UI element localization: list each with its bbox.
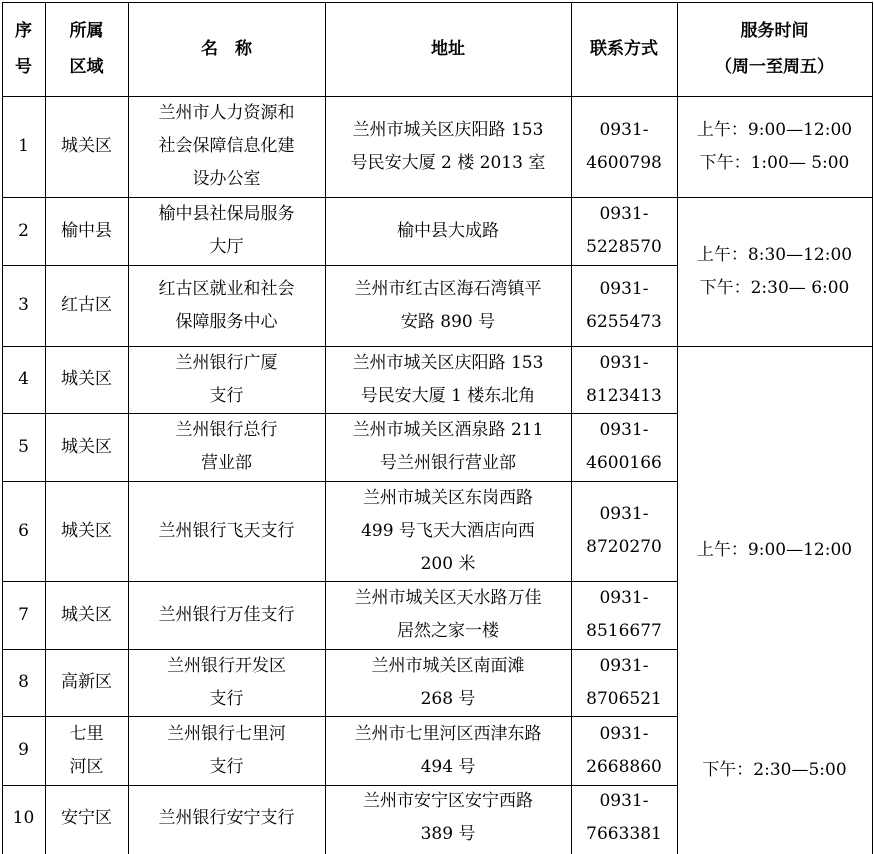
row-seq-line: 3 bbox=[18, 295, 29, 315]
row-address-line: 268 号 bbox=[420, 688, 476, 709]
row-area-line: 七里 bbox=[69, 723, 104, 744]
grid-line bbox=[2, 265, 678, 266]
row-phone bbox=[571, 265, 677, 346]
row-name-line: 红古区就业和社会 bbox=[158, 278, 295, 299]
grid-line bbox=[2, 197, 873, 198]
row-area-line: 城关区 bbox=[61, 436, 112, 457]
row-phone-line: 5228570 bbox=[586, 237, 662, 257]
grid-line bbox=[2, 649, 678, 650]
header-contact bbox=[571, 2, 677, 96]
row-address bbox=[325, 716, 571, 785]
row-name-line: 兰州银行广厦 bbox=[175, 352, 278, 373]
row-phone-line: 8720270 bbox=[586, 537, 662, 557]
row-address-line: 兰州市七里河区西津东路 bbox=[354, 723, 542, 744]
grid-line bbox=[2, 581, 678, 582]
grid-line bbox=[2, 96, 873, 97]
row-phone-line: 0931- bbox=[599, 655, 649, 676]
row-area-line: 城关区 bbox=[61, 369, 112, 389]
row-name bbox=[128, 265, 325, 346]
row-seq bbox=[2, 481, 45, 581]
row-seq-line: 2 bbox=[18, 220, 29, 241]
time-group-1-line: 下午：1:00— 5:00 bbox=[699, 152, 850, 173]
row-seq-line: 8 bbox=[18, 672, 29, 692]
grid-line bbox=[2, 716, 678, 717]
header-area bbox=[45, 2, 128, 96]
row-address-line: 200 米 bbox=[420, 553, 476, 574]
row-seq-line: 5 bbox=[18, 436, 29, 457]
row-area bbox=[45, 581, 128, 649]
row-seq-line: 6 bbox=[18, 520, 29, 541]
grid-line bbox=[2, 2, 873, 3]
row-phone-line: 0931- bbox=[599, 278, 649, 299]
row-name-line: 设办公室 bbox=[192, 169, 261, 189]
row-phone-line: 0931- bbox=[599, 420, 649, 440]
row-name bbox=[128, 346, 325, 413]
grid-line bbox=[872, 2, 873, 854]
header-service-time-line: 服务时间 bbox=[740, 21, 809, 41]
row-area-line: 红古区 bbox=[61, 295, 112, 315]
grid-line bbox=[2, 413, 678, 414]
row-address bbox=[325, 346, 571, 413]
header-contact-line: 联系方式 bbox=[590, 39, 658, 59]
row-name-line: 支行 bbox=[209, 688, 244, 709]
row-area-line: 榆中县 bbox=[61, 220, 112, 241]
row-name-line: 兰州银行七里河 bbox=[167, 723, 286, 744]
row-address-line: 号民安大厦 1 楼东北角 bbox=[360, 385, 536, 406]
row-phone bbox=[571, 716, 677, 785]
row-address-line: 号民安大厦 2 楼 2013 室 bbox=[350, 152, 546, 173]
row-phone-line: 4600798 bbox=[586, 152, 662, 173]
row-phone bbox=[571, 197, 677, 265]
row-seq-line: 10 bbox=[12, 807, 35, 828]
grid-line bbox=[128, 2, 129, 854]
row-phone-line: 8706521 bbox=[586, 688, 662, 709]
time-group-3-pm bbox=[677, 755, 872, 785]
row-seq-line: 9 bbox=[18, 740, 29, 760]
grid-line bbox=[325, 2, 326, 854]
row-phone-line: 0931- bbox=[599, 791, 649, 811]
row-address-line: 兰州市城关区庆阳路 153 bbox=[352, 352, 544, 373]
row-area bbox=[45, 716, 128, 785]
row-phone-line: 8123413 bbox=[586, 385, 662, 406]
row-name bbox=[128, 716, 325, 785]
row-address-line: 兰州市安宁区安宁西路 bbox=[363, 791, 533, 811]
row-seq bbox=[2, 346, 45, 413]
row-area bbox=[45, 413, 128, 481]
row-name-line: 兰州市人力资源和 bbox=[158, 103, 295, 123]
time-group-1-line: 上午：9:00—12:00 bbox=[696, 119, 853, 140]
row-seq bbox=[2, 785, 45, 851]
time-group-3-am bbox=[677, 346, 872, 755]
row-phone bbox=[571, 481, 677, 581]
row-phone-line: 7663381 bbox=[586, 824, 662, 844]
row-phone bbox=[571, 581, 677, 649]
grid-line bbox=[2, 346, 873, 347]
header-area-line: 所属 bbox=[69, 21, 104, 41]
row-phone-line: 0931- bbox=[599, 723, 649, 744]
row-seq-line: 1 bbox=[18, 136, 29, 156]
row-name-line: 兰州银行万佳支行 bbox=[158, 604, 295, 625]
row-name-line: 兰州银行安宁支行 bbox=[158, 807, 295, 828]
time-group-2 bbox=[677, 197, 872, 346]
row-phone-line: 0931- bbox=[599, 352, 649, 373]
row-address bbox=[325, 96, 571, 197]
header-address-line: 地址 bbox=[431, 39, 465, 59]
row-seq bbox=[2, 197, 45, 265]
row-area bbox=[45, 481, 128, 581]
row-seq bbox=[2, 265, 45, 346]
row-phone-line: 6255473 bbox=[586, 311, 662, 332]
header-name bbox=[128, 2, 325, 96]
row-seq bbox=[2, 716, 45, 785]
row-name bbox=[128, 481, 325, 581]
time-group-1 bbox=[677, 96, 872, 197]
row-seq bbox=[2, 649, 45, 716]
header-name-line: 名 称 bbox=[201, 39, 252, 59]
row-area bbox=[45, 649, 128, 716]
row-phone bbox=[571, 649, 677, 716]
row-area-line: 高新区 bbox=[61, 672, 112, 692]
header-seq-line: 序 bbox=[15, 21, 32, 41]
time-group-2-line: 下午：2:30— 6:00 bbox=[699, 277, 850, 298]
row-name bbox=[128, 413, 325, 481]
row-phone-line: 2668860 bbox=[586, 756, 662, 777]
row-phone-line: 0931- bbox=[599, 588, 649, 608]
row-area bbox=[45, 96, 128, 197]
row-address-line: 兰州市城关区庆阳路 153 bbox=[352, 119, 544, 140]
row-name-line: 兰州银行总行 bbox=[175, 420, 278, 440]
header-service-time-line: （周一至周五） bbox=[715, 57, 834, 77]
header-address bbox=[325, 2, 571, 96]
row-address bbox=[325, 785, 571, 851]
row-area bbox=[45, 785, 128, 851]
time-group-3-am-line: 上午：9:00—12:00 bbox=[696, 540, 853, 560]
row-name-line: 支行 bbox=[209, 385, 244, 406]
row-address-line: 兰州市城关区酒泉路 211 bbox=[352, 420, 544, 440]
row-seq-line: 4 bbox=[18, 369, 29, 389]
row-address-line: 兰州市城关区东岗西路 bbox=[362, 487, 533, 508]
row-seq-line: 7 bbox=[18, 604, 29, 625]
row-address-line: 389 号 bbox=[420, 824, 476, 844]
row-name-line: 支行 bbox=[209, 756, 244, 777]
row-name-line: 榆中县社保局服务 bbox=[158, 204, 295, 224]
row-address bbox=[325, 265, 571, 346]
row-phone bbox=[571, 96, 677, 197]
row-phone-line: 4600166 bbox=[586, 453, 662, 473]
time-group-3-pm-line: 下午：2:30—5:00 bbox=[702, 759, 847, 780]
row-phone-line: 8516677 bbox=[586, 621, 662, 641]
row-phone-line: 0931- bbox=[599, 119, 649, 140]
row-address bbox=[325, 649, 571, 716]
row-area-line: 城关区 bbox=[61, 520, 112, 541]
row-address-line: 号兰州银行营业部 bbox=[379, 453, 516, 473]
row-area-line: 安宁区 bbox=[61, 807, 112, 828]
row-address bbox=[325, 197, 571, 265]
row-address-line: 榆中县大成路 bbox=[397, 220, 499, 241]
row-area-line: 河区 bbox=[69, 756, 104, 777]
row-name bbox=[128, 96, 325, 197]
grid-line bbox=[45, 2, 46, 854]
row-area bbox=[45, 346, 128, 413]
header-seq-line: 号 bbox=[15, 57, 32, 77]
row-address-line: 兰州市城关区天水路万佳 bbox=[354, 588, 542, 608]
row-name bbox=[128, 581, 325, 649]
row-address-line: 494 号 bbox=[420, 756, 476, 777]
row-address bbox=[325, 581, 571, 649]
grid-line bbox=[2, 2, 3, 854]
row-area-line: 城关区 bbox=[61, 604, 112, 625]
row-phone bbox=[571, 346, 677, 413]
header-area-line: 区域 bbox=[69, 57, 104, 77]
row-seq bbox=[2, 96, 45, 197]
row-area-line: 城关区 bbox=[61, 136, 112, 156]
row-name-line: 兰州银行飞天支行 bbox=[158, 520, 295, 541]
row-area bbox=[45, 197, 128, 265]
row-address-line: 499 号飞天大酒店向西 bbox=[361, 520, 535, 541]
grid-line bbox=[571, 2, 572, 854]
row-area bbox=[45, 265, 128, 346]
grid-line bbox=[2, 481, 678, 482]
row-name-line: 社会保障信息化建 bbox=[158, 136, 295, 156]
row-seq bbox=[2, 413, 45, 481]
row-address-line: 兰州市城关区南面滩 bbox=[371, 655, 525, 676]
grid-line bbox=[2, 785, 678, 786]
row-phone-line: 0931- bbox=[599, 504, 649, 524]
row-name-line: 兰州银行开发区 bbox=[167, 655, 286, 676]
row-phone bbox=[571, 785, 677, 851]
time-group-2-line: 上午：8:30—12:00 bbox=[696, 244, 853, 265]
row-name bbox=[128, 785, 325, 851]
row-name-line: 大厅 bbox=[209, 237, 244, 257]
row-phone-line: 0931- bbox=[599, 204, 649, 224]
row-address-line: 兰州市红古区海石湾镇平 bbox=[354, 278, 542, 299]
row-name bbox=[128, 649, 325, 716]
row-phone bbox=[571, 413, 677, 481]
row-address bbox=[325, 481, 571, 581]
row-name-line: 保障服务中心 bbox=[175, 311, 278, 332]
header-service-time bbox=[677, 2, 872, 96]
row-seq bbox=[2, 581, 45, 649]
row-name-line: 营业部 bbox=[201, 453, 252, 473]
header-seq bbox=[2, 2, 45, 96]
row-address-line: 安路 890 号 bbox=[400, 311, 496, 332]
row-address-line: 居然之家一楼 bbox=[397, 621, 499, 641]
row-address bbox=[325, 413, 571, 481]
row-name bbox=[128, 197, 325, 265]
grid-line bbox=[677, 2, 678, 854]
